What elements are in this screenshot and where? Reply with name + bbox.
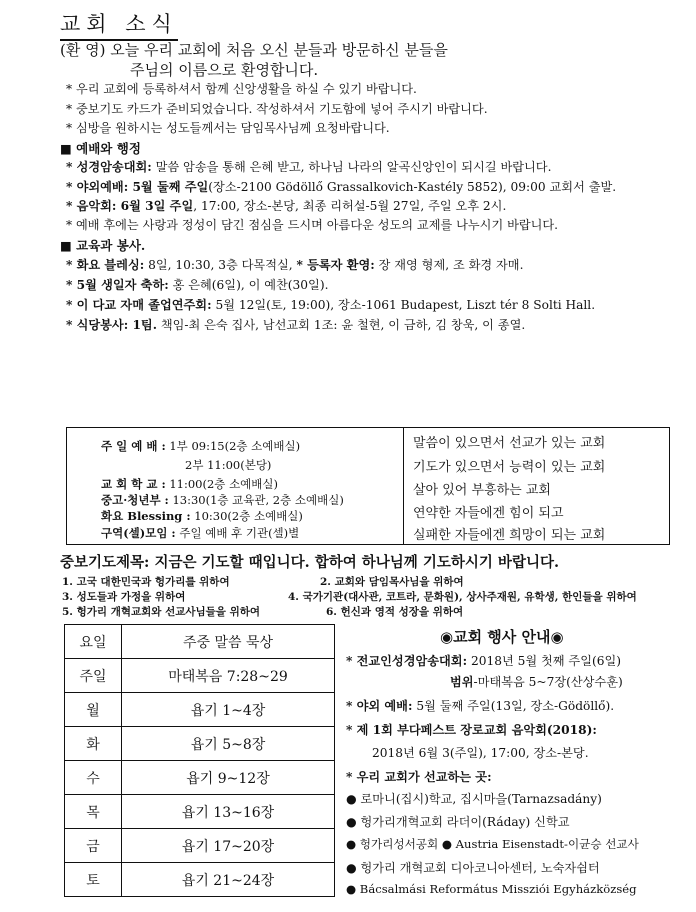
day-cell: 토 [65,863,122,897]
item-text: , 17:00, 장소-본당, 최종 리허설-5월 27일, 주일 오후 2시. [193,199,507,213]
event-concert-label: * 제 1회 부다페스트 장로교회 음악회(2018): [346,723,597,737]
table-row [65,693,335,727]
schedule-value: 주일 예배 후 기관(셀)별 [179,526,300,540]
event-text: -마태복음 5~7장(산상수훈) [473,675,623,689]
schedule-label: 주 일 예 배 : [101,439,166,453]
schedule-box [66,427,670,545]
table-row [65,829,335,863]
reading-cell: 욥기 21~24장 [122,863,335,897]
mission-item: ● Bácsalmási Református Missziói Egyházközség [346,882,637,896]
day-cell: 화 [65,727,122,761]
reading-cell: 욥기 13~16장 [122,795,335,829]
item-label: * 화요 블레싱: [66,258,145,272]
event-label: * 야외 예배: [346,699,413,713]
mission-heading: * 우리 교회가 선교하는 곳: [346,770,492,784]
day-cell: 수 [65,761,122,795]
day-cell: 금 [65,829,122,863]
event-concert-text: 2018년 6월 3(주일), 17:00, 장소-본당. [372,746,589,760]
prayer-item: 6. 헌신과 영적 성장을 위하여 [326,606,464,618]
section-heading-worship: ■ 예배와 행정 [60,141,141,156]
section-heading-education: ■ 교육과 봉사. [60,238,146,253]
schedule-blessing [101,508,303,524]
item-text: (장소-2100 Gödöllő Grassalkovich-Kastély 5852), 09:00 교회서 출발. [208,180,617,194]
page-title: 교회 소식 [60,8,178,41]
schedule-school [101,476,278,492]
table-header-row [65,625,335,659]
item-label: * 음악회: 6월 3일 주일 [66,199,194,213]
column-header-reading: 주중 말씀 묵상 [122,625,335,659]
schedule-label: 교 회 학 교 : [101,477,166,491]
reading-cell: 욥기 17~20장 [122,829,335,863]
notice-item: * 중보기도 카드가 준비되었습니다. 작성하셔서 기도함에 넣어 주시기 바랍니다. [66,102,488,116]
prayer-item: 5. 헝가리 개혁교회와 선교사님들을 위하여 [62,606,261,618]
schedule-label: 화요 Blessing : [101,509,191,523]
item-text: * 예배 후에는 사랑과 정성이 담긴 점심을 드시며 아름다운 성도의 교제를 나누시기 바랍니다. [66,218,559,232]
welcome-message [60,40,448,80]
event-text: 5월 둘째 주일(13일, 장소-Gödöllő). [412,699,615,713]
worship-item [66,197,506,214]
table-row [65,659,335,693]
event-recitation-range [450,673,623,690]
item-text: 홍 은혜(6일), 이 예찬(30일). [168,278,329,292]
table-row [65,761,335,795]
item-text: 책임-최 은숙 집사, 남선교회 1조: 윤 철현, 이 금하, 김 창욱, 이 종열. [156,318,526,332]
item-label: * 성경암송대회: [66,160,152,174]
schedule-value: 11:00(2층 소예배실) [169,477,278,491]
event-text: 2018년 5월 첫째 주일(6일) [467,654,622,668]
reading-cell: 욥기 5~8장 [122,727,335,761]
vision-line: 연약한 자들에겐 힘이 되고 [413,506,564,521]
weekly-reading-table [64,624,335,897]
service-schedule [67,428,404,544]
events-title: ◉교회 행사 안내◉ [440,628,564,646]
vision-line: 기도가 있으면서 능력이 있는 교회 [413,460,606,475]
prayer-item: 2. 교회와 담임목사님을 위하여 [320,576,464,588]
item-text: 8일, 10:30, 3층 다목적실, [144,258,297,272]
item-label: * 이 다교 자매 졸업연주회: [66,298,212,312]
day-cell: 주일 [65,659,122,693]
day-cell: 월 [65,693,122,727]
table-row [65,795,335,829]
item-label: * 5월 생일자 축하: [66,278,169,292]
mission-item: ● 헝가리 개혁교회 디아코니아센터, 노숙자쉼터 [346,861,600,875]
event-recitation [346,652,621,669]
reading-cell: 욥기 1~4장 [122,693,335,727]
worship-item [66,216,558,233]
vision-line: 실패한 자들에겐 희망이 되는 교회 [413,528,606,543]
schedule-sunday-2: 2부 11:00(본당) [185,458,272,472]
item-label: * 등록자 환영: [296,258,375,272]
event-label: 범위 [450,675,474,689]
mission-item: ● 헝가리성서공회 ● Austria Eisenstadt-이균승 선교사 [346,837,639,851]
prayer-item: 3. 성도들과 가정을 위하여 [62,591,186,603]
notice-item: * 심방을 원하시는 성도들께서는 담임목사님께 요청바랍니다. [66,121,390,135]
schedule-label: 구역(셀)모임 : [101,526,176,540]
worship-item [66,158,551,175]
prayer-item: 1. 고국 대한민국과 헝가리를 위하여 [62,576,230,588]
table-row [65,727,335,761]
schedule-value: 1부 09:15(2층 소예배실) [169,439,301,453]
table-row [65,863,335,897]
reading-cell: 욥기 9~12장 [122,761,335,795]
education-item [66,276,328,293]
day-cell: 목 [65,795,122,829]
education-item [66,296,595,313]
event-picnic [346,697,614,714]
vision-line: 말씀이 있으면서 선교가 있는 교회 [413,436,606,451]
welcome-line-1: (환 영) 오늘 우리 교회에 처음 오신 분들과 방문하신 분들을 [60,41,448,59]
education-item [66,256,523,273]
notice-item: * 우리 교회에 등록하셔서 함께 신앙생활을 하실 수 있기 바랍니다. [66,82,417,96]
event-label: * 전교인성경암송대회: [346,654,468,668]
prayer-item: 4. 국가기관(대사관, 코트라, 문화원), 상사주재원, 유학생, 한인들을 위하여 [288,591,637,603]
welcome-line-2: 주님의 이름으로 환영합니다. [130,61,319,79]
schedule-value: 13:30(1층 교육관, 2층 소예배실) [172,493,344,507]
schedule-label: 중고·청년부 : [101,493,169,507]
item-label: * 야외예배: 5월 둘째 주일 [66,180,209,194]
item-text: 말씀 암송을 통해 은혜 받고, 하나님 나라의 알곡신앙인이 되시길 바랍니다. [151,160,552,174]
item-text: 5월 12일(토, 19:00), 장소-1061 Budapest, Liszt tér 8 Solti Hall. [211,298,596,312]
vision-line: 살아 있어 부흥하는 교회 [413,483,551,498]
schedule-cell [101,525,299,541]
mission-item: ● 로마니(집시)학교, 집시마을(Tarnazsadány) [346,792,602,806]
worship-item [66,178,616,195]
schedule-youth [101,492,344,508]
reading-cell: 마태복음 7:28~29 [122,659,335,693]
mission-item: ● 헝가리개혁교회 라더이(Ráday) 신학교 [346,815,570,829]
schedule-value: 10:30(2층 소예배실) [194,509,303,523]
education-item [66,316,525,333]
item-text: 장 재영 형제, 조 화경 자매. [374,258,524,272]
prayer-heading: 중보기도제목: 지금은 기도할 때입니다. 합하여 하나님께 기도하시기 바랍니다. [60,554,560,571]
item-label: * 식당봉사: 1팀. [66,318,157,332]
schedule-sunday [101,438,300,454]
column-header-day: 요일 [65,625,122,659]
